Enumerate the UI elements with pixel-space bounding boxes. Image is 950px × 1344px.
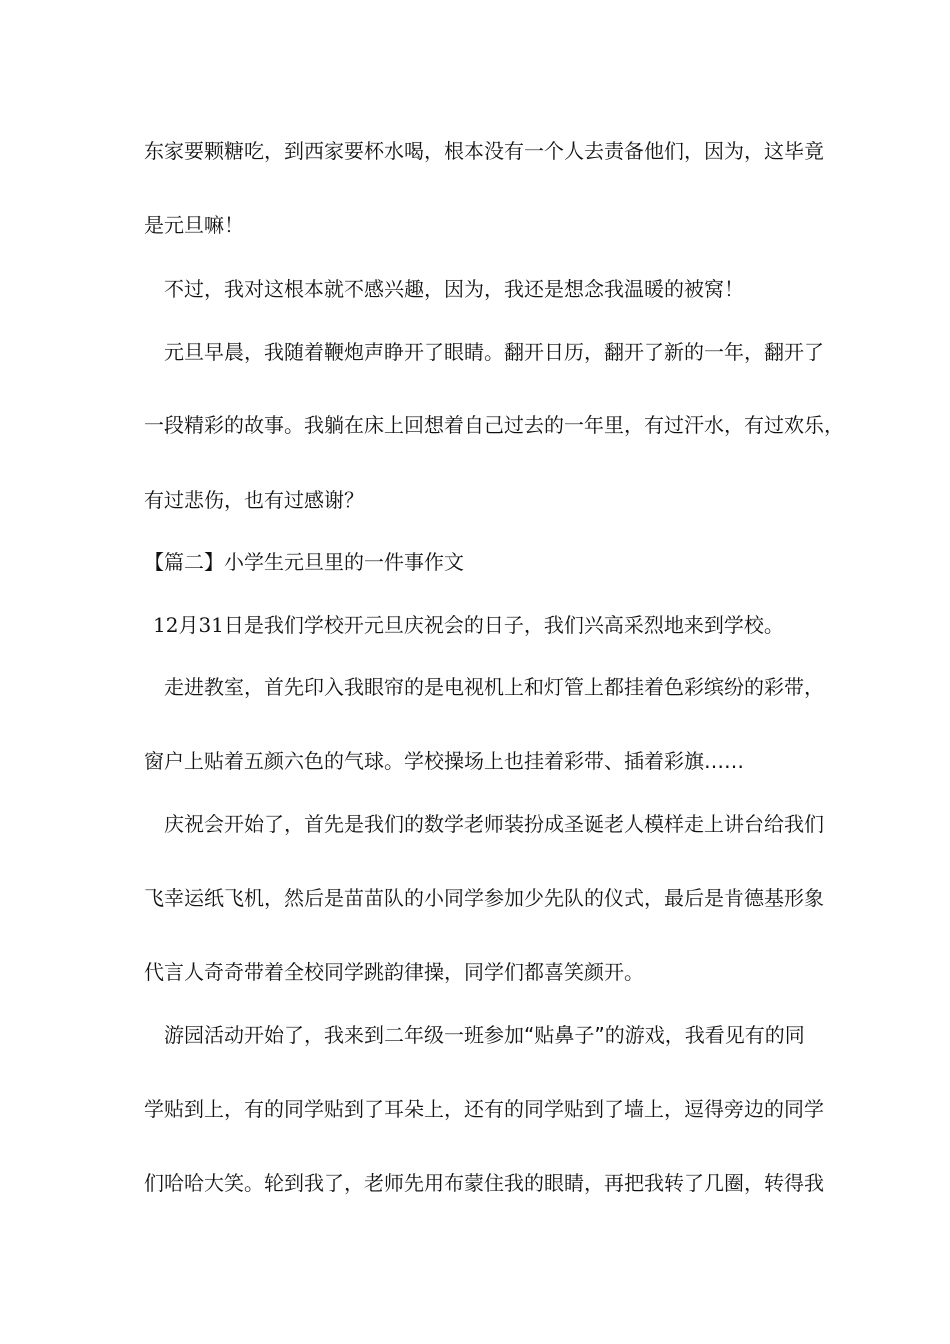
- text-line: 游园活动开始了，我来到二年级一班参加“贴鼻子”的游戏，我看见有的同: [164, 1023, 805, 1047]
- section-heading: 【篇二】小学生元旦里的一件事作文: [144, 550, 464, 574]
- text-line: 12月31日是我们学校开元旦庆祝会的日子，我们兴高采烈地来到学校。: [153, 613, 784, 637]
- text-line: 走进教室，首先印入我眼帘的是电视机上和灯管上都挂着色彩缤纷的彩带，: [164, 675, 824, 699]
- text-line: 们哈哈大笑。轮到我了，老师先用布蒙住我的眼睛，再把我转了几圈，转得我: [144, 1171, 824, 1195]
- text-line: 有过悲伤，也有过感谢？: [144, 488, 364, 512]
- text-line: 庆祝会开始了，首先是我们的数学老师装扮成圣诞老人模样走上讲台给我们: [164, 812, 824, 836]
- text-line: 东家要颗糖吃，到西家要杯水喝，根本没有一个人去责备他们，因为，这毕竟: [144, 139, 824, 163]
- text-line: 飞幸运纸飞机，然后是苗苗队的小同学参加少先队的仪式，最后是肯德基形象: [144, 886, 824, 910]
- text-line: 元旦早晨，我随着鞭炮声睁开了眼睛。翻开日历，翻开了新的一年，翻开了: [164, 340, 824, 364]
- text-line: 窗户上贴着五颜六色的气球。学校操场上也挂着彩带、插着彩旗……: [144, 749, 744, 773]
- text-line: 代言人奇奇带着全校同学跳韵律操，同学们都喜笑颜开。: [144, 960, 644, 984]
- text-line: 学贴到上，有的同学贴到了耳朵上，还有的同学贴到了墙上，逗得旁边的同学: [144, 1097, 824, 1121]
- text-line: 一段精彩的故事。我躺在床上回想着自己过去的一年里，有过汗水，有过欢乐，: [144, 413, 844, 437]
- text-line: 是元旦嘛！: [144, 213, 244, 237]
- text-line: 不过，我对这根本就不感兴趣，因为，我还是想念我温暖的被窝！: [164, 277, 744, 301]
